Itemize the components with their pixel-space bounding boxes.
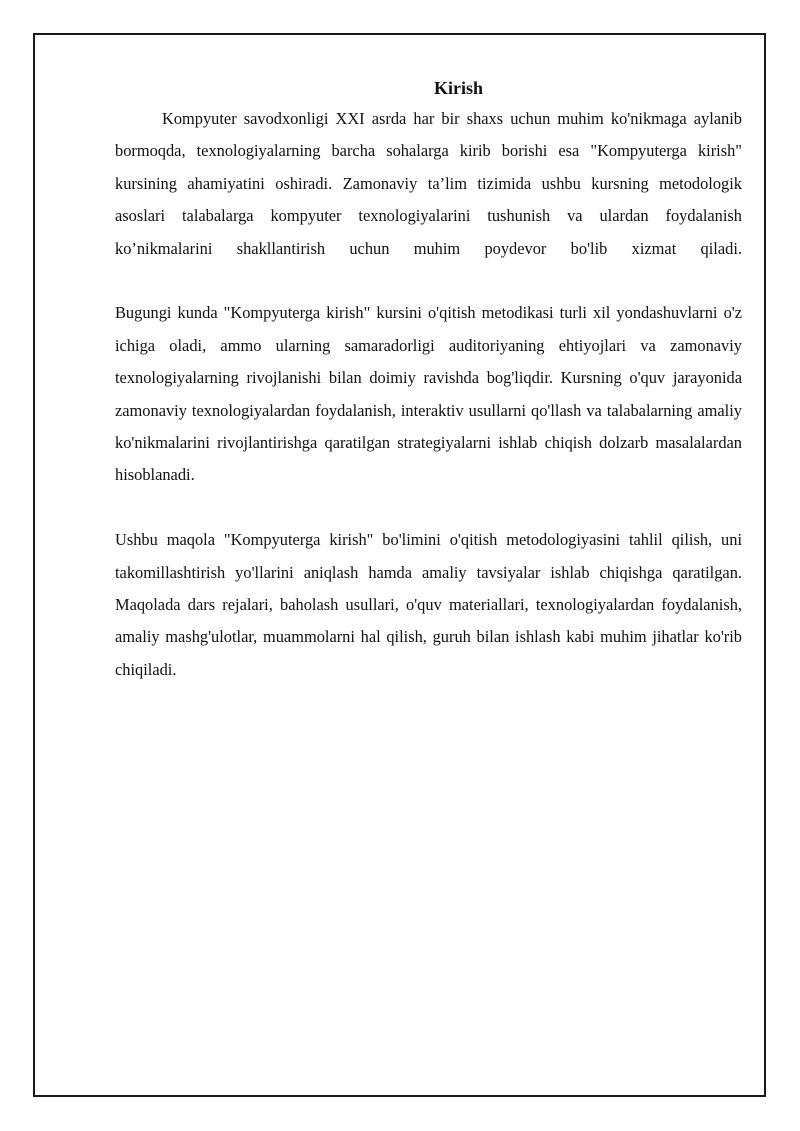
paragraph-aim: Ushbu maqola "Kompyuterga kirish" bo'limini o'qitish metodologiyasini tahlil qilish, uni takomillashtirish yo'llarini aniqlash hamda amaliy tavsiyalar ishlab chiqishga qaratilgan. Maqolada dars rejalari, baholash usullari, o'quv materiallari, texnologiyalardan foydalanish, amaliy mashg'ulotlar, muammolarni hal qilish, guruh bilan ishlash kabi muhim jihatlar ko'rib chiqiladi. <box>115 530 742 679</box>
page-title: Kirish <box>433 78 483 98</box>
document-body <box>115 76 742 686</box>
paragraph-spacer <box>115 265 742 297</box>
paragraph-methods: Bugungi kunda "Kompyuterga kirish" kursini o'qitish metodikasi turli xil yondashuvlarni o'z ichiga oladi, ammo ularning samaradorligi auditoriyaning ehtiyojlari va zamonaviy texnologiyalarning rivojlanishi bilan doimiy ravishda bog'liqdir. Kursning o'quv jarayonida zamonaviy texnologiyalardan foydalanish, interaktiv usullarni qo'llash va talabalarning amaliy ko'nikmalarini rivojlantirishga qaratilgan strategiyalarni ishlab chiqish dolzarb masalalardan hisoblanadi. <box>115 303 742 485</box>
paragraph-intro: Kompyuter savodxonligi XXI asrda har bir shaxs uchun muhim ko'nikmaga aylanib bormoqda, texnologiyalarning barcha sohalarga kirib borishi esa "Kompyuterga kirish" kursining ahamiyatini oshiradi. Zamonaviy ta’lim tizimida ushbu kursning metodologik asoslari talabalarga kompyuter texnologiyalarini tushunish va ulardan foydalanish ko’nikmalarini shakllantirish uchun muhim poydevor bo'lib xizmat qiladi. <box>115 109 742 258</box>
paragraph-spacer <box>115 492 742 524</box>
